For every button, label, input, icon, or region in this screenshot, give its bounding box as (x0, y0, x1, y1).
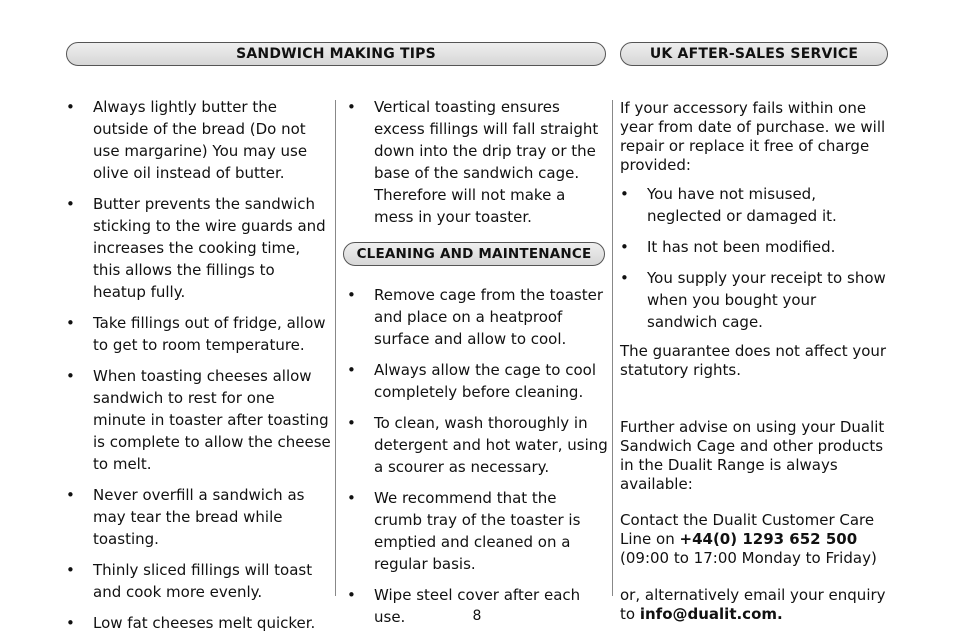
tip-item-text: Butter prevents the sandwich sticking to the wire guards and increases the cooking time, this allows the fillings to heatup fully. (93, 195, 326, 301)
cleaning-item-text: We recommend that the crumb tray of the toaster is emptied and cleaned on a regular basis. (374, 489, 581, 573)
bullet-icon: • (66, 486, 75, 504)
bullet-icon: • (347, 361, 356, 379)
bullet-icon: • (66, 561, 75, 579)
bullet-icon: • (620, 185, 629, 203)
condition-item (620, 183, 890, 227)
tip-item-text: Take fillings out of fridge, allow to get to room temperature. (93, 314, 326, 354)
tip-item (66, 484, 332, 550)
tip-item (66, 312, 332, 356)
section-header-after-sales (620, 42, 888, 66)
tip-item-text: Thinly sliced fillings will toast and cook more evenly. (93, 561, 313, 601)
section-header-label: UK AFTER-SALES SERVICE (649, 46, 859, 62)
bullet-icon: • (620, 269, 629, 287)
tips-list-continued (347, 96, 609, 228)
contact-prefix: Contact the Dualit Customer Care Line on (620, 511, 875, 548)
tip-item-text: Low fat cheeses melt quicker. (93, 614, 316, 632)
contact-hours: (09:00 to 17:00 Monday to Friday) (620, 549, 877, 567)
phone-number: (0) 1293 652 500 (712, 530, 858, 548)
column-divider (612, 100, 613, 596)
tip-item (66, 193, 332, 303)
bullet-icon: • (347, 586, 356, 604)
bullet-icon: • (347, 489, 356, 507)
cleaning-item-text: Always allow the cage to cool completely before cleaning. (374, 361, 597, 401)
guarantee-intro: If your accessory fails within one year from date of purchase. we will repair or replace it free of charge provided: (620, 99, 886, 174)
cleaning-item-text: Wipe steel cover after each use. (374, 586, 581, 626)
tip-item-text: Vertical toasting ensures excess fillings will fall straight down into the drip tray or the base of the sandwich cage. Therefore will not make a mess in your toaster. (374, 98, 599, 226)
cleaning-list (347, 284, 609, 628)
condition-item-text: You have not misused, neglected or damaged it. (647, 185, 837, 225)
cleaning-item (347, 284, 609, 350)
customer-care-contact (620, 511, 890, 568)
condition-item-text: It has not been modified. (647, 238, 836, 256)
condition-item-text: You supply your receipt to show when you bought your sandwich cage. (647, 269, 886, 331)
column-divider (335, 100, 336, 596)
statutory-rights-note: The guarantee does not affect your statutory rights. (620, 342, 887, 379)
tip-item (347, 96, 609, 228)
cleaning-item (347, 487, 609, 575)
cleaning-item-text: To clean, wash thoroughly in detergent and hot water, using a scourer as necessary. (374, 414, 608, 476)
bullet-icon: • (66, 314, 75, 332)
bullet-icon: • (66, 98, 75, 116)
section-header-cleaning (343, 242, 605, 266)
tip-item (66, 96, 332, 184)
section-header-label: CLEANING AND MAINTENANCE (356, 246, 592, 262)
bullet-icon: • (620, 238, 629, 256)
cleaning-item (347, 412, 609, 478)
bullet-icon: • (66, 367, 75, 385)
email-link[interactable]: info@dualit.com. (639, 605, 783, 623)
tip-item-text: Always lightly butter the outside of the bread (Do not use margarine) You may use olive oil instead of butter. (93, 98, 308, 182)
phone-prefix: +44 (679, 530, 713, 548)
bullet-icon: • (347, 286, 356, 304)
bullet-icon: • (66, 195, 75, 213)
condition-item (620, 267, 890, 333)
email-prefix: or, alternatively email your enquiry to (620, 586, 886, 623)
bullet-icon: • (347, 414, 356, 432)
tip-item-text: Never overfill a sandwich as may tear the bread while toasting. (93, 486, 305, 548)
section-header-label: SANDWICH MAKING TIPS (236, 46, 436, 62)
tip-item-text: When toasting cheeses allow sandwich to rest for one minute in toaster after toasting is complete to allow the cheese to melt. (93, 367, 331, 473)
page-number: 8 (472, 608, 482, 624)
tips-list (66, 96, 332, 634)
bullet-icon: • (347, 98, 356, 116)
further-advice-note: Further advise on using your Dualit Sandwich Cage and other products in the Dualit Range is always available: (620, 418, 885, 493)
tip-item (66, 365, 332, 475)
tips-column (66, 96, 332, 643)
tip-item (66, 559, 332, 603)
guarantee-conditions-list (620, 183, 890, 333)
cleaning-item (347, 359, 609, 403)
bullet-icon: • (66, 614, 75, 632)
section-header-sandwich-tips (66, 42, 606, 66)
tips-cleaning-column (347, 96, 609, 637)
cleaning-item-text: Remove cage from the toaster and place on a heatproof surface and allow to cool. (374, 286, 603, 348)
after-sales-column (620, 99, 890, 624)
condition-item (620, 236, 890, 258)
